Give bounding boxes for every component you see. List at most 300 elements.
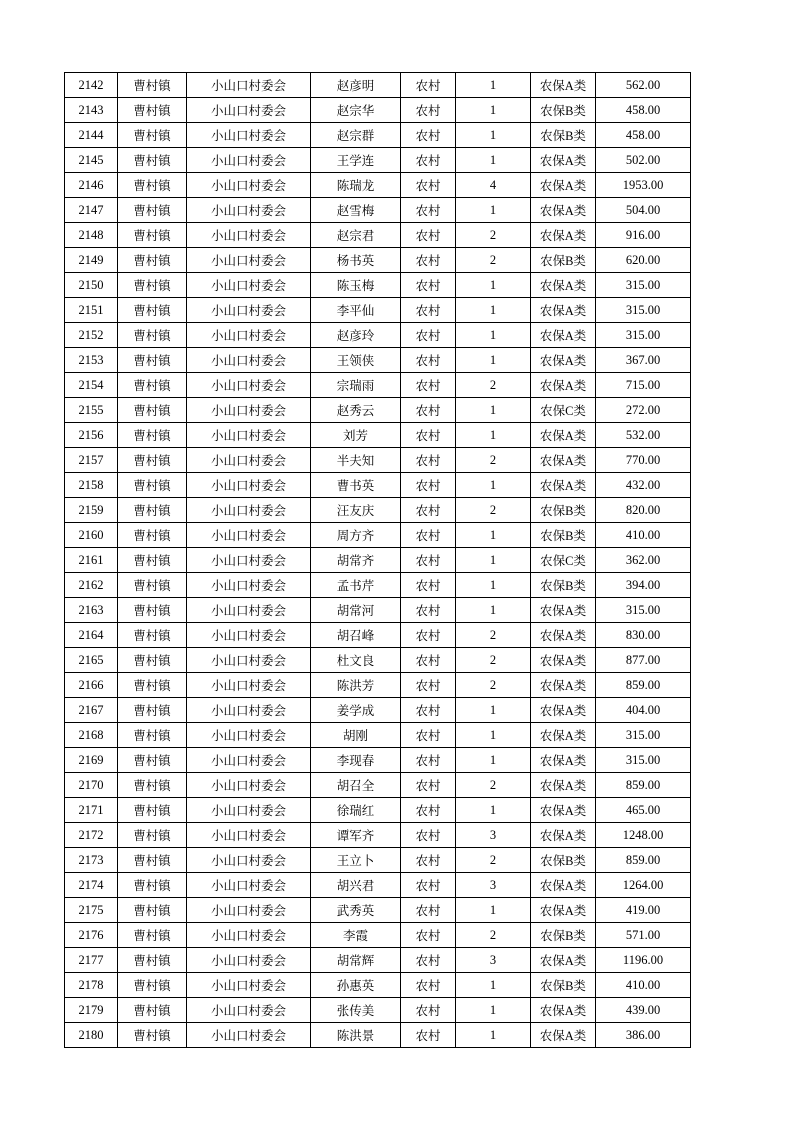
town-cell: 曹村镇 <box>118 848 187 873</box>
person-name-cell: 胡常齐 <box>311 548 401 573</box>
village-committee-cell: 小山口村委会 <box>187 748 311 773</box>
town-cell: 曹村镇 <box>118 148 187 173</box>
person-name-cell: 胡常河 <box>311 598 401 623</box>
insurance-category-cell: 农保A类 <box>531 448 596 473</box>
row-id-cell: 2142 <box>65 73 118 98</box>
town-cell: 曹村镇 <box>118 323 187 348</box>
person-name-cell: 赵彦明 <box>311 73 401 98</box>
town-cell: 曹村镇 <box>118 648 187 673</box>
village-committee-cell: 小山口村委会 <box>187 723 311 748</box>
area-type-cell: 农村 <box>401 1023 456 1048</box>
village-committee-cell: 小山口村委会 <box>187 323 311 348</box>
amount-cell: 859.00 <box>596 848 691 873</box>
insurance-category-cell: 农保A类 <box>531 798 596 823</box>
insurance-category-cell: 农保A类 <box>531 673 596 698</box>
insurance-category-cell: 农保A类 <box>531 648 596 673</box>
amount-cell: 315.00 <box>596 748 691 773</box>
row-id-cell: 2170 <box>65 773 118 798</box>
person-count-cell: 2 <box>456 623 531 648</box>
row-id-cell: 2161 <box>65 548 118 573</box>
town-cell: 曹村镇 <box>118 923 187 948</box>
person-count-cell: 2 <box>456 773 531 798</box>
insurance-category-cell: 农保A类 <box>531 423 596 448</box>
insurance-category-cell: 农保B类 <box>531 848 596 873</box>
amount-cell: 820.00 <box>596 498 691 523</box>
insurance-category-cell: 农保C类 <box>531 548 596 573</box>
person-name-cell: 赵秀云 <box>311 398 401 423</box>
insurance-category-cell: 农保A类 <box>531 823 596 848</box>
row-id-cell: 2177 <box>65 948 118 973</box>
amount-cell: 859.00 <box>596 773 691 798</box>
amount-cell: 1953.00 <box>596 173 691 198</box>
person-count-cell: 3 <box>456 873 531 898</box>
person-name-cell: 陈玉梅 <box>311 273 401 298</box>
area-type-cell: 农村 <box>401 123 456 148</box>
village-committee-cell: 小山口村委会 <box>187 273 311 298</box>
insurance-category-cell: 农保A类 <box>531 773 596 798</box>
person-name-cell: 胡召峰 <box>311 623 401 648</box>
village-committee-cell: 小山口村委会 <box>187 948 311 973</box>
area-type-cell: 农村 <box>401 248 456 273</box>
person-name-cell: 宗瑞雨 <box>311 373 401 398</box>
person-count-cell: 2 <box>456 848 531 873</box>
village-committee-cell: 小山口村委会 <box>187 773 311 798</box>
amount-cell: 916.00 <box>596 223 691 248</box>
table-row <box>65 173 691 198</box>
table-row <box>65 198 691 223</box>
amount-cell: 272.00 <box>596 398 691 423</box>
area-type-cell: 农村 <box>401 173 456 198</box>
amount-cell: 770.00 <box>596 448 691 473</box>
row-id-cell: 2165 <box>65 648 118 673</box>
person-name-cell: 杜文良 <box>311 648 401 673</box>
row-id-cell: 2153 <box>65 348 118 373</box>
table-row <box>65 98 691 123</box>
table-row <box>65 323 691 348</box>
person-count-cell: 1 <box>456 148 531 173</box>
table-row <box>65 423 691 448</box>
area-type-cell: 农村 <box>401 948 456 973</box>
village-committee-cell: 小山口村委会 <box>187 1023 311 1048</box>
area-type-cell: 农村 <box>401 623 456 648</box>
insurance-category-cell: 农保B类 <box>531 98 596 123</box>
town-cell: 曹村镇 <box>118 773 187 798</box>
table-row <box>65 773 691 798</box>
area-type-cell: 农村 <box>401 498 456 523</box>
person-count-cell: 1 <box>456 548 531 573</box>
person-count-cell: 2 <box>456 648 531 673</box>
area-type-cell: 农村 <box>401 448 456 473</box>
area-type-cell: 农村 <box>401 198 456 223</box>
village-committee-cell: 小山口村委会 <box>187 348 311 373</box>
table-row <box>65 898 691 923</box>
row-id-cell: 2156 <box>65 423 118 448</box>
village-committee-cell: 小山口村委会 <box>187 648 311 673</box>
row-id-cell: 2149 <box>65 248 118 273</box>
row-id-cell: 2145 <box>65 148 118 173</box>
village-committee-cell: 小山口村委会 <box>187 923 311 948</box>
row-id-cell: 2148 <box>65 223 118 248</box>
person-name-cell: 胡兴君 <box>311 873 401 898</box>
person-name-cell: 陈洪芳 <box>311 673 401 698</box>
row-id-cell: 2150 <box>65 273 118 298</box>
amount-cell: 386.00 <box>596 1023 691 1048</box>
amount-cell: 404.00 <box>596 698 691 723</box>
table-row <box>65 348 691 373</box>
amount-cell: 315.00 <box>596 273 691 298</box>
town-cell: 曹村镇 <box>118 498 187 523</box>
row-id-cell: 2163 <box>65 598 118 623</box>
row-id-cell: 2159 <box>65 498 118 523</box>
person-count-cell: 3 <box>456 823 531 848</box>
village-committee-cell: 小山口村委会 <box>187 173 311 198</box>
town-cell: 曹村镇 <box>118 248 187 273</box>
row-id-cell: 2166 <box>65 673 118 698</box>
insurance-category-cell: 农保B类 <box>531 573 596 598</box>
table-row <box>65 123 691 148</box>
village-committee-cell: 小山口村委会 <box>187 448 311 473</box>
town-cell: 曹村镇 <box>118 523 187 548</box>
insurance-category-cell: 农保A类 <box>531 473 596 498</box>
table-row <box>65 73 691 98</box>
village-committee-cell: 小山口村委会 <box>187 248 311 273</box>
town-cell: 曹村镇 <box>118 348 187 373</box>
amount-cell: 1264.00 <box>596 873 691 898</box>
person-count-cell: 1 <box>456 998 531 1023</box>
person-name-cell: 曹书英 <box>311 473 401 498</box>
area-type-cell: 农村 <box>401 223 456 248</box>
person-count-cell: 1 <box>456 898 531 923</box>
insurance-category-cell: 农保A类 <box>531 998 596 1023</box>
person-name-cell: 张传美 <box>311 998 401 1023</box>
person-name-cell: 赵宗群 <box>311 123 401 148</box>
village-committee-cell: 小山口村委会 <box>187 598 311 623</box>
row-id-cell: 2168 <box>65 723 118 748</box>
row-id-cell: 2144 <box>65 123 118 148</box>
row-id-cell: 2158 <box>65 473 118 498</box>
town-cell: 曹村镇 <box>118 948 187 973</box>
benefits-table <box>64 72 691 1048</box>
town-cell: 曹村镇 <box>118 673 187 698</box>
amount-cell: 830.00 <box>596 623 691 648</box>
insurance-category-cell: 农保B类 <box>531 973 596 998</box>
village-committee-cell: 小山口村委会 <box>187 798 311 823</box>
row-id-cell: 2162 <box>65 573 118 598</box>
insurance-category-cell: 农保A类 <box>531 273 596 298</box>
area-type-cell: 农村 <box>401 898 456 923</box>
insurance-category-cell: 农保A类 <box>531 873 596 898</box>
row-id-cell: 2175 <box>65 898 118 923</box>
town-cell: 曹村镇 <box>118 898 187 923</box>
insurance-category-cell: 农保A类 <box>531 598 596 623</box>
town-cell: 曹村镇 <box>118 273 187 298</box>
area-type-cell: 农村 <box>401 548 456 573</box>
area-type-cell: 农村 <box>401 398 456 423</box>
town-cell: 曹村镇 <box>118 548 187 573</box>
area-type-cell: 农村 <box>401 923 456 948</box>
insurance-category-cell: 农保A类 <box>531 173 596 198</box>
row-id-cell: 2179 <box>65 998 118 1023</box>
person-name-cell: 武秀英 <box>311 898 401 923</box>
village-committee-cell: 小山口村委会 <box>187 498 311 523</box>
village-committee-cell: 小山口村委会 <box>187 198 311 223</box>
person-count-cell: 1 <box>456 1023 531 1048</box>
village-committee-cell: 小山口村委会 <box>187 698 311 723</box>
village-committee-cell: 小山口村委会 <box>187 523 311 548</box>
row-id-cell: 2146 <box>65 173 118 198</box>
person-count-cell: 1 <box>456 423 531 448</box>
row-id-cell: 2147 <box>65 198 118 223</box>
table-row <box>65 748 691 773</box>
person-name-cell: 徐瑞红 <box>311 798 401 823</box>
amount-cell: 458.00 <box>596 98 691 123</box>
person-name-cell: 谭军齐 <box>311 823 401 848</box>
person-name-cell: 李平仙 <box>311 298 401 323</box>
person-name-cell: 孟书芹 <box>311 573 401 598</box>
town-cell: 曹村镇 <box>118 448 187 473</box>
village-committee-cell: 小山口村委会 <box>187 848 311 873</box>
table-row <box>65 273 691 298</box>
amount-cell: 877.00 <box>596 648 691 673</box>
row-id-cell: 2155 <box>65 398 118 423</box>
table-row <box>65 523 691 548</box>
village-committee-cell: 小山口村委会 <box>187 73 311 98</box>
amount-cell: 367.00 <box>596 348 691 373</box>
table-body <box>65 73 691 1048</box>
insurance-category-cell: 农保A类 <box>531 748 596 773</box>
insurance-category-cell: 农保A类 <box>531 723 596 748</box>
amount-cell: 419.00 <box>596 898 691 923</box>
table-row <box>65 923 691 948</box>
amount-cell: 315.00 <box>596 298 691 323</box>
row-id-cell: 2152 <box>65 323 118 348</box>
town-cell: 曹村镇 <box>118 598 187 623</box>
row-id-cell: 2143 <box>65 98 118 123</box>
amount-cell: 715.00 <box>596 373 691 398</box>
person-count-cell: 1 <box>456 698 531 723</box>
area-type-cell: 农村 <box>401 873 456 898</box>
town-cell: 曹村镇 <box>118 73 187 98</box>
table-row <box>65 373 691 398</box>
table-row <box>65 398 691 423</box>
table-row <box>65 673 691 698</box>
insurance-category-cell: 农保C类 <box>531 398 596 423</box>
area-type-cell: 农村 <box>401 73 456 98</box>
insurance-category-cell: 农保A类 <box>531 323 596 348</box>
person-name-cell: 赵宗华 <box>311 98 401 123</box>
person-name-cell: 陈瑞龙 <box>311 173 401 198</box>
area-type-cell: 农村 <box>401 798 456 823</box>
area-type-cell: 农村 <box>401 998 456 1023</box>
amount-cell: 315.00 <box>596 598 691 623</box>
insurance-category-cell: 农保A类 <box>531 198 596 223</box>
insurance-category-cell: 农保B类 <box>531 523 596 548</box>
amount-cell: 571.00 <box>596 923 691 948</box>
table-row <box>65 473 691 498</box>
town-cell: 曹村镇 <box>118 998 187 1023</box>
town-cell: 曹村镇 <box>118 823 187 848</box>
area-type-cell: 农村 <box>401 273 456 298</box>
table-row <box>65 1023 691 1048</box>
person-count-cell: 1 <box>456 573 531 598</box>
row-id-cell: 2180 <box>65 1023 118 1048</box>
row-id-cell: 2173 <box>65 848 118 873</box>
area-type-cell: 农村 <box>401 98 456 123</box>
area-type-cell: 农村 <box>401 973 456 998</box>
amount-cell: 432.00 <box>596 473 691 498</box>
insurance-category-cell: 农保A类 <box>531 298 596 323</box>
amount-cell: 1196.00 <box>596 948 691 973</box>
town-cell: 曹村镇 <box>118 173 187 198</box>
area-type-cell: 农村 <box>401 573 456 598</box>
person-count-cell: 1 <box>456 798 531 823</box>
insurance-category-cell: 农保A类 <box>531 348 596 373</box>
table-row <box>65 698 691 723</box>
town-cell: 曹村镇 <box>118 298 187 323</box>
row-id-cell: 2178 <box>65 973 118 998</box>
table-row <box>65 998 691 1023</box>
person-name-cell: 陈洪景 <box>311 1023 401 1048</box>
amount-cell: 315.00 <box>596 323 691 348</box>
person-count-cell: 2 <box>456 448 531 473</box>
insurance-category-cell: 农保A类 <box>531 373 596 398</box>
person-name-cell: 孙惠英 <box>311 973 401 998</box>
insurance-category-cell: 农保B类 <box>531 248 596 273</box>
amount-cell: 439.00 <box>596 998 691 1023</box>
person-name-cell: 胡刚 <box>311 723 401 748</box>
table-row <box>65 548 691 573</box>
village-committee-cell: 小山口村委会 <box>187 98 311 123</box>
village-committee-cell: 小山口村委会 <box>187 873 311 898</box>
person-name-cell: 王立卜 <box>311 848 401 873</box>
person-count-cell: 1 <box>456 123 531 148</box>
table-row <box>65 848 691 873</box>
person-name-cell: 胡召全 <box>311 773 401 798</box>
insurance-category-cell: 农保B类 <box>531 123 596 148</box>
table-row <box>65 723 691 748</box>
town-cell: 曹村镇 <box>118 698 187 723</box>
town-cell: 曹村镇 <box>118 723 187 748</box>
area-type-cell: 农村 <box>401 348 456 373</box>
village-committee-cell: 小山口村委会 <box>187 823 311 848</box>
person-name-cell: 半夫知 <box>311 448 401 473</box>
village-committee-cell: 小山口村委会 <box>187 423 311 448</box>
person-name-cell: 赵雪梅 <box>311 198 401 223</box>
table-row <box>65 498 691 523</box>
table-row <box>65 973 691 998</box>
area-type-cell: 农村 <box>401 848 456 873</box>
person-name-cell: 周方齐 <box>311 523 401 548</box>
person-name-cell: 李霞 <box>311 923 401 948</box>
area-type-cell: 农村 <box>401 823 456 848</box>
village-committee-cell: 小山口村委会 <box>187 548 311 573</box>
table-row <box>65 448 691 473</box>
person-count-cell: 1 <box>456 273 531 298</box>
amount-cell: 562.00 <box>596 73 691 98</box>
village-committee-cell: 小山口村委会 <box>187 148 311 173</box>
person-name-cell: 王学连 <box>311 148 401 173</box>
person-count-cell: 1 <box>456 198 531 223</box>
amount-cell: 458.00 <box>596 123 691 148</box>
table-row <box>65 648 691 673</box>
person-count-cell: 2 <box>456 223 531 248</box>
person-count-cell: 2 <box>456 373 531 398</box>
village-committee-cell: 小山口村委会 <box>187 898 311 923</box>
table-row <box>65 598 691 623</box>
row-id-cell: 2151 <box>65 298 118 323</box>
person-count-cell: 2 <box>456 248 531 273</box>
area-type-cell: 农村 <box>401 698 456 723</box>
row-id-cell: 2171 <box>65 798 118 823</box>
amount-cell: 465.00 <box>596 798 691 823</box>
village-committee-cell: 小山口村委会 <box>187 623 311 648</box>
table-row <box>65 573 691 598</box>
area-type-cell: 农村 <box>401 673 456 698</box>
table-row <box>65 248 691 273</box>
person-count-cell: 1 <box>456 473 531 498</box>
town-cell: 曹村镇 <box>118 473 187 498</box>
village-committee-cell: 小山口村委会 <box>187 998 311 1023</box>
town-cell: 曹村镇 <box>118 223 187 248</box>
row-id-cell: 2174 <box>65 873 118 898</box>
table-row <box>65 623 691 648</box>
person-count-cell: 4 <box>456 173 531 198</box>
person-name-cell: 胡常辉 <box>311 948 401 973</box>
person-name-cell: 刘芳 <box>311 423 401 448</box>
amount-cell: 362.00 <box>596 548 691 573</box>
town-cell: 曹村镇 <box>118 198 187 223</box>
area-type-cell: 农村 <box>401 148 456 173</box>
table-row <box>65 298 691 323</box>
insurance-category-cell: 农保A类 <box>531 623 596 648</box>
person-name-cell: 姜学成 <box>311 698 401 723</box>
town-cell: 曹村镇 <box>118 873 187 898</box>
area-type-cell: 农村 <box>401 523 456 548</box>
amount-cell: 410.00 <box>596 523 691 548</box>
row-id-cell: 2167 <box>65 698 118 723</box>
town-cell: 曹村镇 <box>118 98 187 123</box>
town-cell: 曹村镇 <box>118 623 187 648</box>
person-count-cell: 1 <box>456 398 531 423</box>
person-count-cell: 1 <box>456 723 531 748</box>
table-row <box>65 798 691 823</box>
person-name-cell: 赵彦玲 <box>311 323 401 348</box>
village-committee-cell: 小山口村委会 <box>187 298 311 323</box>
area-type-cell: 农村 <box>401 773 456 798</box>
table-row <box>65 873 691 898</box>
village-committee-cell: 小山口村委会 <box>187 473 311 498</box>
row-id-cell: 2157 <box>65 448 118 473</box>
village-committee-cell: 小山口村委会 <box>187 373 311 398</box>
insurance-category-cell: 农保A类 <box>531 73 596 98</box>
person-count-cell: 1 <box>456 523 531 548</box>
town-cell: 曹村镇 <box>118 798 187 823</box>
insurance-category-cell: 农保A类 <box>531 698 596 723</box>
area-type-cell: 农村 <box>401 298 456 323</box>
table-row <box>65 148 691 173</box>
row-id-cell: 2169 <box>65 748 118 773</box>
insurance-category-cell: 农保A类 <box>531 1023 596 1048</box>
insurance-category-cell: 农保A类 <box>531 898 596 923</box>
amount-cell: 859.00 <box>596 673 691 698</box>
amount-cell: 620.00 <box>596 248 691 273</box>
area-type-cell: 农村 <box>401 598 456 623</box>
insurance-category-cell: 农保A类 <box>531 223 596 248</box>
area-type-cell: 农村 <box>401 748 456 773</box>
town-cell: 曹村镇 <box>118 398 187 423</box>
insurance-category-cell: 农保A类 <box>531 948 596 973</box>
area-type-cell: 农村 <box>401 473 456 498</box>
